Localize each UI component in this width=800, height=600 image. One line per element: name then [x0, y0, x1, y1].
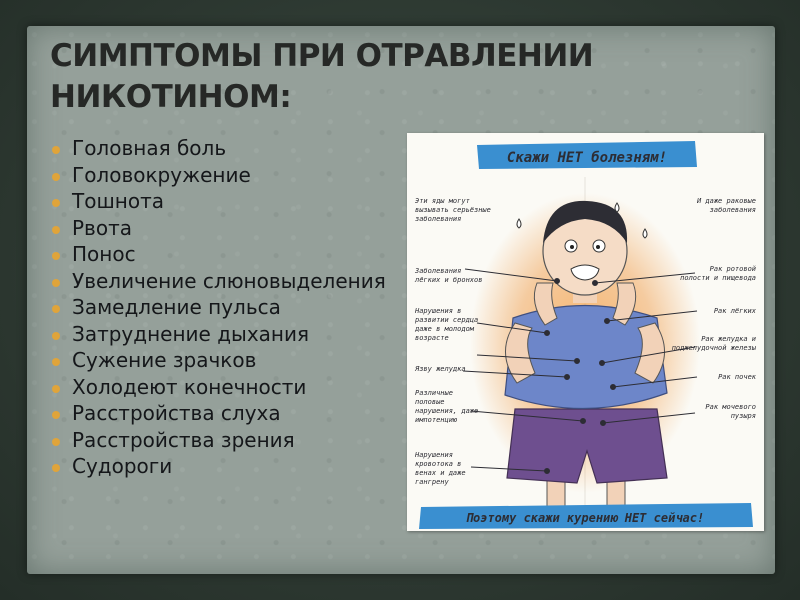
label-left-line: Нарушения в [415, 307, 462, 315]
svg-text:Различныеполовыенарушения, даж [415, 389, 478, 424]
label-right-line: заболевания [709, 206, 756, 214]
label-left-line: лёгких и бронхов [415, 276, 483, 284]
label-left-line: Различные [415, 389, 453, 397]
symptom-item: Головная боль [50, 138, 395, 159]
label-left-line: нарушения, даже [415, 407, 479, 415]
label-left-line: половые [415, 398, 445, 406]
svg-text:Рак лёгких [714, 307, 757, 315]
symptom-item: Расстройства зрения [50, 430, 395, 451]
symptom-item: Холодеют конечности [50, 377, 395, 398]
symptom-item: Судороги [50, 456, 395, 477]
poster-svg [407, 133, 764, 531]
label-right-line: Рак желудка и [701, 335, 756, 343]
title-line-1: СИМПТОМЫ ПРИ ОТРАВЛЕНИИ [50, 38, 594, 74]
svg-text:Нарушениякровотока ввенах и да [414, 451, 466, 486]
svg-text:И даже раковыезаболевания [696, 197, 756, 214]
svg-text:Рак мочевогопузыря [705, 403, 756, 420]
symptom-item: Тошнота [50, 191, 395, 212]
label-right-line: Рак лёгких [713, 307, 756, 315]
symptom-item: Головокружение [50, 165, 395, 186]
label-left-line: вызывать серьёзные [415, 206, 491, 214]
label-right-line: Рак мочевого [705, 403, 756, 411]
svg-text:Нарушения вразвитии сердцадаже [414, 307, 478, 342]
label-right-line: И даже раковые [696, 197, 756, 205]
label-right-line: Рак ротовой [709, 265, 756, 273]
symptom-list [50, 138, 395, 483]
label-right-line: поджелудочной железы [671, 344, 756, 352]
label-left-line: венах и даже [415, 469, 466, 477]
svg-text:Рак почек [718, 373, 757, 381]
label-left-line: импотенцию [415, 416, 458, 424]
label-right-line: полости и пищевода [680, 274, 756, 282]
label-left-line: Заболевания [415, 267, 462, 275]
poster-footer-text: Поэтому скажи курению НЕТ сейчас! [465, 511, 705, 525]
label-left-line: Эти яды могут [415, 197, 470, 205]
symptom-item: Увеличение слюновыделения [50, 271, 395, 292]
symptom-item: Рвота [50, 218, 395, 239]
poster-header-text: Скажи НЕТ болезням! [506, 150, 668, 166]
label-left-line: Язву желудка [415, 365, 466, 373]
symptom-item: Замедление пульса [50, 297, 395, 318]
label-left-line: даже в молодом [415, 325, 475, 333]
symptom-item: Расстройства слуха [50, 403, 395, 424]
svg-text:Рак ротовойполости и пищевода [680, 265, 756, 282]
symptom-item: Понос [50, 244, 395, 265]
label-left-line: гангрену [415, 478, 449, 486]
symptom-item: Затруднение дыхания [50, 324, 395, 345]
svg-text:Язву желудка [414, 365, 466, 373]
label-left-line: кровотока в [415, 460, 462, 468]
slide-title [50, 36, 610, 118]
label-left-line: возрасте [415, 334, 449, 342]
label-left-line: развитии сердца [415, 316, 479, 324]
poster-illustration [407, 133, 764, 531]
label-left-line: заболевания [415, 215, 462, 223]
title-line-2: НИКОТИНОМ: [50, 79, 292, 115]
label-left-line: Нарушения [415, 451, 453, 459]
label-right-line: пузыря [730, 412, 756, 420]
svg-text:Эти яды могутвызывать серьёзны [415, 197, 491, 223]
symptom-item: Сужение зрачков [50, 350, 395, 371]
label-right-line: Рак почек [718, 373, 756, 381]
